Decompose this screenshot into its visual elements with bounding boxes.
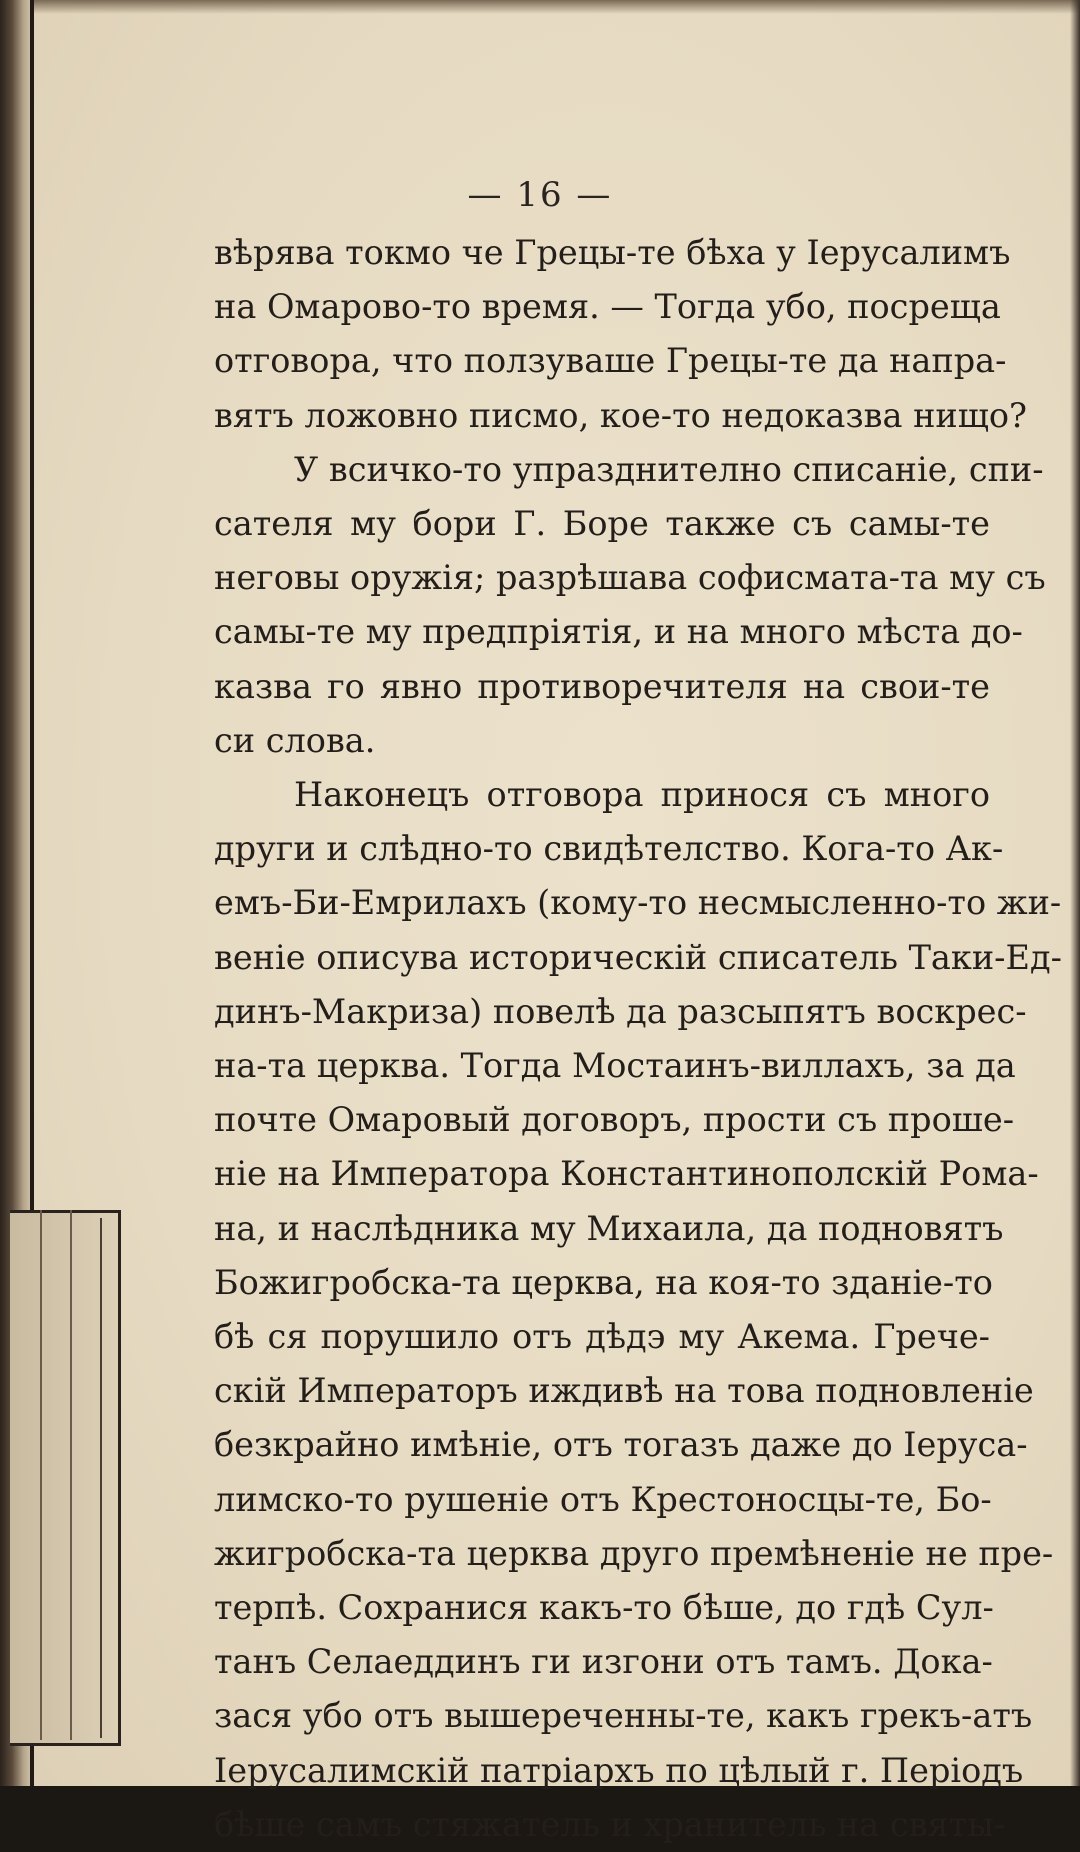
text-line: на, и наслѣдника му Михаила, да подновятъ — [214, 1208, 1004, 1248]
text-line: жигробска-та церква друго премѣненіе не пре- — [214, 1533, 1054, 1573]
text-line: почте Омаровый договоръ, прости съ проше- — [214, 1100, 1015, 1140]
binding-strip — [70, 1210, 72, 1740]
page-number: — 16 — — [467, 175, 613, 215]
page-right-shadow — [1070, 0, 1080, 1786]
text-line: самы-те му предпріятія, и на много мѣста до- — [214, 612, 1023, 652]
text-line: лимско-то рушеніе отъ Крестоносцы-те, Бо- — [214, 1479, 992, 1519]
text-line: динъ-Макриза) повелѣ да разсыпятъ воскрес- — [214, 991, 1027, 1031]
text-line: Наконецъ отговора принося съ много — [294, 775, 990, 815]
text-line: вятъ ложовно писмо, кое-то недоказва нищо? — [214, 395, 1028, 435]
text-line: ніе на Императора Константинополскій Рома- — [214, 1154, 1039, 1194]
text-line: неговы оружія; разрѣшава софисмата-та му съ — [214, 558, 1046, 598]
text-line: зася убо отъ вышереченны-те, какъ грекъ-атъ — [214, 1696, 1033, 1736]
text-line: други и слѣдно-то свидѣтелство. Кога-то Ак- — [214, 829, 1004, 869]
text-line: Божигробска-та церква, на коя-то зданіе-то — [214, 1262, 993, 1302]
text-line: на-та церква. Тогда Мостаинъ-виллахъ, за да — [214, 1046, 1016, 1086]
binding-strip — [40, 1210, 42, 1740]
binding-edge-inner — [10, 1218, 102, 1738]
text-line: Iерусалимскій патріархъ по цѣлый г. Періодъ — [214, 1750, 1024, 1790]
text-line: емъ-Би-Емрилахъ (кому-то несмысленно-то жи- — [214, 883, 1062, 923]
text-line: скій Императоръ иждивѣ на това подновленіе — [214, 1371, 1034, 1411]
body-text — [214, 226, 1062, 1852]
text-line: бѣше самъ стяжатель и хранитель на святы- — [214, 1804, 1006, 1844]
text-line: бѣ ся порушило отъ дѣдэ му Акема. Грече- — [214, 1317, 990, 1357]
text-line: вѣрява токмо че Грецы-те бѣха у Iерусалимъ — [214, 233, 1011, 272]
text-line: терпѣ. Сохранися какъ-то бѣше, до гдѣ Сул- — [214, 1588, 994, 1628]
text-line: казва го явно противоречителя на свои-те — [214, 666, 990, 706]
text-line: У всичко-то упразднително списаніе, спи- — [294, 449, 1044, 489]
text-line: танъ Селаеддинъ ги изгони отъ тамъ. Дока- — [214, 1642, 993, 1682]
text-line: веніе описува историческій списатель Таки-Ед- — [214, 937, 1062, 977]
text-line: безкрайно имѣніе, отъ тогазъ даже до Iеруса- — [214, 1425, 1028, 1465]
text-line: на Омарово-то время. — Тогда убо, посреща — [214, 287, 1001, 327]
page-top-shadow — [30, 0, 1080, 14]
text-line: отговора, что ползуваше Грецы-те да напра- — [214, 341, 1007, 381]
text-line: сателя му бори Г. Боре также съ самы-те — [214, 504, 990, 544]
text-line: си слова. — [214, 720, 376, 760]
